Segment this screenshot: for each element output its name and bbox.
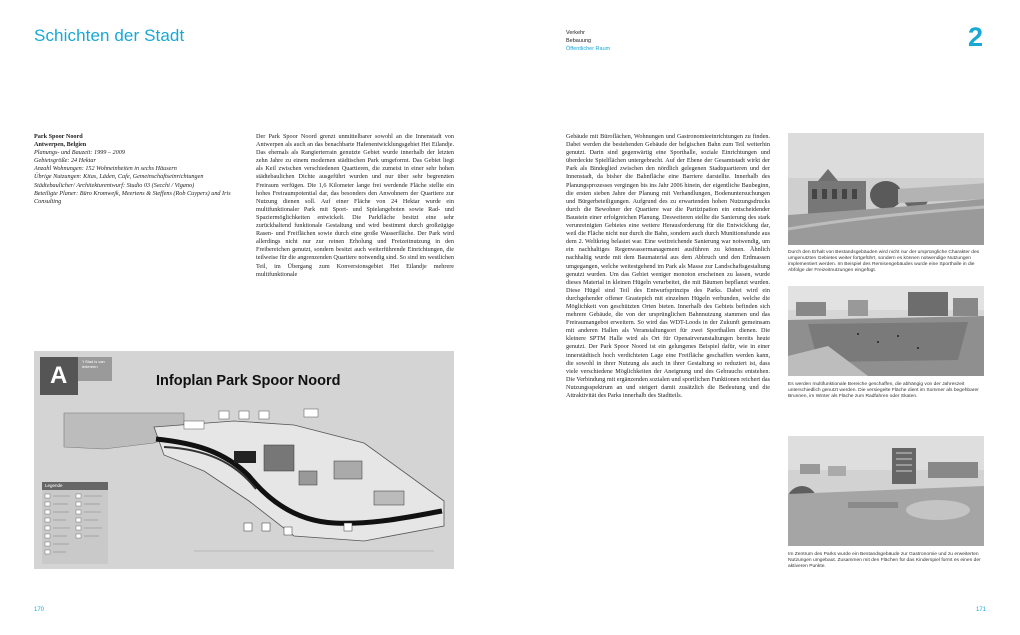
legend-label: Legende xyxy=(42,482,108,490)
section-nav xyxy=(566,29,610,53)
nav-item-oeffentlicher-raum[interactable]: Öffentlicher Raum xyxy=(566,46,611,52)
body-text-column-2 xyxy=(566,133,770,400)
infoplan-map xyxy=(34,351,454,569)
infoplan-title: Infoplan Park Spoor Noord xyxy=(156,373,341,389)
chapter-number: 2 xyxy=(968,22,984,52)
nav-item-bebauung[interactable]: Bebauung xyxy=(566,38,592,44)
page-number-right: 171 xyxy=(976,607,987,613)
park-center-photo xyxy=(788,436,984,546)
paragraph: Der Park Spoor Noord grenzt unmittelbarer sowohl an die Innenstadt von Antwerpen als auch an das benachbarte Hafenentwicklungsgebiet Het Eilandje. Das ehemals als Rangierterrain genutzte Gebiet wurde innerhalb der letzten zehn Jahre zu einem modernen städtischen Park umgeformt. Das Gebiet liegt als Keil zwischen verschiedenen Quartieren, die zumeist in einer sehr hohen städtebaulichen Dichte ausgeführt wurden und nur über sehr begrenzten Freiraum verfügen. Die 1,6 Kilometer lange frei werdende Fläche stellte ein hohes Freiraumpotential dar, das besonders den Anwohnern der Quartiere zur Nutzung dienen soll. Auf einer Fläche von 24 Hektar wurde ein multifunktionaler Park mit Sport- und Spielangeboten sowie Rad- und Spaziermöglichkeiten entwickelt. Die Parkfläche besitzt eine sehr zurückhaltend funktionale Gestaltung und wird bestimmt durch großzügige Rasen- und Freiflächen sowie durch eine große Wasserfläche. Der Park wird allerdings nicht nur zur reinen Erholung und Freizeitnutzung in den Freibereichen genutzt, sondern besitzt auch weiterführende Einrichtungen, die teilweise für die angrenzenden Quartiere notwendig sind. So sind im westlichen Teil, im Übergang zum Konversionsgebiet Het Eilandje mehrere multifunktionale xyxy=(256,133,454,278)
photo-caption: Im Zentrum des Parks wurde ein Bestandsgebäude zur Gastronomie und zu erweiterten Nutzungen umgebaut. Zusammen mit den Flächen für das Kinderspiel formt es einen der aktiveren Punkte. xyxy=(788,552,981,569)
body-text-column-1 xyxy=(256,133,454,279)
photo-caption: Durch den Erhalt von Bestandsgebäuden wird nicht nur der ursprüngliche Charakter des umgenutzten Gebietes weiter fortgeführt, sondern es können notwendige Nutzungen implementiert werden. Im Beispiel des Remisengebäudes wurde eine Sporthalle in die Abfolge der Freizeitnutzungen eingefügt. xyxy=(788,250,980,273)
nav-item-verkehr[interactable]: Verkehr xyxy=(566,30,585,36)
legend-items-icon xyxy=(42,492,108,562)
project-name: Park Spoor Noord xyxy=(34,133,83,140)
info-line: Städtebaulicher/ Architekturentwurf: Studio 03 (Secchi / Vigano) xyxy=(34,181,195,189)
info-line: Übrige Nutzungen: Kitas, Läden, Cafe, Gemeinschaftseinrichtungen xyxy=(34,173,204,181)
badge-letter: A xyxy=(50,362,68,389)
photo-caption: Es werden multifunktionale Bereiche geschaffen, die abhängig von der Jahreszeit unterschiedlich genutzt werden. Die versiegelte Fläche dient im Sommer als begehbarer Brunnen, im Winter als Fläche zum Radfahren oder Skaten. xyxy=(788,382,979,399)
info-line: Anzahl Wohnungen: 152 Wohneinheiten in sechs Häusern xyxy=(34,165,177,173)
info-line: Planungs- und Bauzeit: 1999 – 2009 xyxy=(34,149,125,157)
info-line: Beteiligte Planer: Büro Kromwejk, Meertens & Steffens (Rob Cuypers) und Iris Consulting xyxy=(34,189,231,205)
park-building-photo xyxy=(788,133,984,245)
paragraph: Gebäude mit Büroflächen, Wohnungen und Gastronomieeinrichtungen zu finden. Dabei werden die bestehenden Gebäude der belgischen Bahn zum Teil weiterhin genutzt. Darin sind gegenwärtig eine Sporthalle, soziale Einrichtungen und überdeckte Spielflächen untergebracht. Auf der Ebene der Gesamtstadt wirkt der Park als Bindeglied zwischen den nördlich gelegenen Stadtquartieren und der Innenstadt, da bisher die Bahnfläche eine Barriere darstellte. Innerhalb des Planungsprozesses vergingen bis ins Jahr 2006 hinein, der eigentliche Baubeginn, die ersten sieben Jahre der Planung mit Verhandlungen, Bodenuntersuchungen und Bürgerbeteiligungen. Aufgrund des zu erwartenden hohen Nutzungsdrucks durch die Bewohner der Quartiere war die Partizipation ein entscheidender Baustein einer erfolgreichen Planung. Desweiteren stellte die Sanierung des stark verunreinigten Gebietes eine weitere Herausforderung für die Entwicklung dar, weil die Fläche nicht nur durch die Bahn, sondern auch durch Munitionsfunde aus dem 2. Weltkrieg belastet war. Eine weitreichende Sanierung war notwendig, um ein nachhaltiges Regenwassermanagement ausführen zu können. Ähnlich nachhaltig wurde mit dem Baumaterial aus dem Abbruch und den Erdmassen umgegangen, welche weitestgehend im Park als Masse zur Landschaftsgestaltung genutzt wurden. Um das Gebiet weniger monoton erscheinen zu lassen, wurde dieses Material in kleinen Hügeln verarbeitet, die mit Bäumen bepflanzt wurden. Diese Hügel sind Teil des Entwurfsprinzips des Parks. Dabei wird ein durchgehender offener Grastepich mit einzelnen Hügeln verbunden, welche die Möglichkeit von geschützten Orten bieten. Innerhalb des Gebiets befinden sich mehrere Gebäude, die von der ursprünglichen Bahnnutzung stammen und das Freiraumangebot erweitern. So wird das WDT-Loods in der Zukunft gemeinsam mit anderen Hallen als Veranstaltungsort für zwei Sporthallen dienen. Die kleinere SPTM Halle wird als Ort für Openairveranstaltungen bereits heute genutzt. Der Park Spoor Noord ist ein gelungenes Beispiel dafür, wie in einer innerstädtisch hoch verdichteten Lage eine Freifläche geschaffen werden kann, die sowohl in ihrer Nutzung als auch in ihrer Gestaltung so reduziert ist, dass viele verschiedene Möglichkeiten der Aneignung und des Gebrauchs entstehen. Die Verbindung mit ergänzenden sozialen und sportlichen Funktionen reichert das Nutzungsspektrum an und steigert damit zusätzlich die Bedeutung und die Attraktivität des Parks innerhalb des Stadtteils. xyxy=(566,133,770,399)
project-info xyxy=(34,133,234,206)
info-line: Gebietsgröße: 24 Hektar xyxy=(34,157,96,165)
page-number-left: 170 xyxy=(34,607,45,613)
infoplan-legend xyxy=(42,482,108,564)
badge-text: 't Stad is van iedereen xyxy=(82,359,105,369)
square-photo xyxy=(788,286,984,376)
project-location: Antwerpen, Belgien xyxy=(34,141,87,149)
page-title: Schichten der Stadt xyxy=(34,26,185,45)
